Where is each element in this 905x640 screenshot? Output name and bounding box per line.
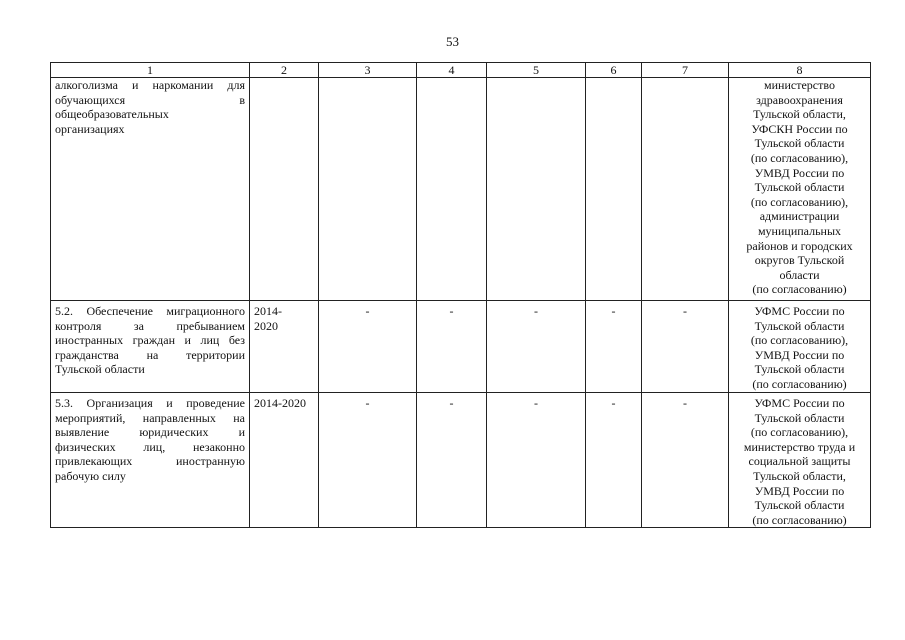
executor-line: (по согласованию) [752, 512, 847, 527]
funding-col-4-cell: - [417, 393, 487, 528]
measure-description-cell [51, 78, 250, 301]
measure-text-line: общеобразовательных [55, 107, 169, 122]
table-row [51, 393, 871, 528]
measure-text-line: алкоголизма и наркомании для [55, 78, 245, 92]
measure-text-line: обучающихся в [55, 92, 245, 107]
period-cell [250, 78, 319, 301]
executor-line: министерство труда и [743, 439, 856, 454]
executor-line: области [779, 267, 820, 282]
executor-line: УФМС России по [754, 396, 845, 410]
executor-line: (по согласованию) [752, 376, 847, 391]
executor-line: УМВД России по [754, 483, 845, 498]
measure-text-line: Тульской области [55, 362, 145, 377]
executor-line: округов Тульской [754, 253, 845, 268]
executor-line: Тульской области [754, 362, 845, 377]
executor-line: (по согласованию), [750, 150, 849, 165]
executor-line: (по согласованию), [750, 333, 849, 348]
measure-text-line: иностранных граждан и лиц без [55, 333, 245, 348]
header-col-6: 6 [586, 63, 642, 78]
header-col-4: 4 [417, 63, 487, 78]
header-row [51, 63, 871, 78]
funding-col-7-cell: - [642, 393, 729, 528]
executor-line: (по согласованию), [750, 425, 849, 440]
funding-col-3-cell: - [319, 393, 417, 528]
executors-cell [729, 301, 871, 393]
period-line: 2020 [254, 318, 278, 333]
period-cell [250, 393, 319, 528]
executor-line: Тульской области [754, 410, 845, 425]
measure-text-line: гражданства на территории [55, 347, 245, 362]
measure-text-line: физических лиц, незаконно [55, 439, 245, 454]
executor-line: районов и городских [746, 238, 853, 253]
measures-table [50, 62, 871, 528]
measure-description-cell [51, 393, 250, 528]
header-col-7: 7 [642, 63, 729, 78]
page-number: 53 [446, 34, 459, 49]
executor-line: Тульской области [754, 318, 845, 333]
funding-col-6-cell [586, 78, 642, 301]
header-col-5: 5 [487, 63, 586, 78]
funding-col-5-cell [487, 78, 586, 301]
measure-text-line: 5.2. Обеспечение миграционного [55, 304, 245, 318]
measure-text-line: контроля за пребыванием [55, 318, 245, 333]
funding-col-4-cell: - [417, 301, 487, 393]
header-col-3: 3 [319, 63, 417, 78]
executors-cell [729, 393, 871, 528]
funding-col-4-cell [417, 78, 487, 301]
funding-col-6-cell: - [586, 301, 642, 393]
funding-col-5-cell: - [487, 393, 586, 528]
executor-line: здравоохранения [756, 92, 843, 107]
measure-text-line: 5.3. Организация и проведение [55, 396, 245, 410]
executor-line: УФСКН России по [751, 121, 848, 136]
executor-line: УМВД России по [754, 347, 845, 362]
executor-line: Тульской области [754, 498, 845, 513]
executor-line: администрации [759, 209, 840, 224]
table-row [51, 78, 871, 301]
header-col-8: 8 [729, 63, 871, 78]
funding-col-5-cell: - [487, 301, 586, 393]
header-col-2: 2 [250, 63, 319, 78]
funding-col-6-cell: - [586, 393, 642, 528]
executor-line: Тульской области [754, 180, 845, 195]
measure-description-cell [51, 301, 250, 393]
funding-col-7-cell [642, 78, 729, 301]
executor-line: Тульской области [754, 136, 845, 151]
executor-line: УФМС России по [754, 304, 845, 318]
executors-cell [729, 78, 871, 301]
executor-line: Тульской области, [753, 468, 846, 483]
period-line: 2014-2020 [254, 396, 306, 410]
measure-text-line: выявление юридических и [55, 425, 245, 440]
table-row [51, 301, 871, 393]
period-cell [250, 301, 319, 393]
executor-line: (по согласованию) [752, 282, 847, 297]
funding-col-7-cell: - [642, 301, 729, 393]
executor-line: социальной защиты [748, 454, 851, 469]
executor-line: министерство [764, 78, 835, 92]
executor-line: УМВД России по [754, 165, 845, 180]
funding-col-3-cell: - [319, 301, 417, 393]
funding-col-3-cell [319, 78, 417, 301]
executor-line: (по согласованию), [750, 194, 849, 209]
measure-text-line: привлекающих иностранную [55, 454, 245, 469]
period-line: 2014- [254, 304, 282, 318]
measure-text-line: мероприятий, направленных на [55, 410, 245, 425]
measure-text-line: организациях [55, 121, 125, 136]
executor-line: Тульской области, [753, 107, 846, 122]
measure-text-line: рабочую силу [55, 468, 126, 483]
header-col-1: 1 [51, 63, 250, 78]
executor-line: муниципальных [757, 223, 842, 238]
